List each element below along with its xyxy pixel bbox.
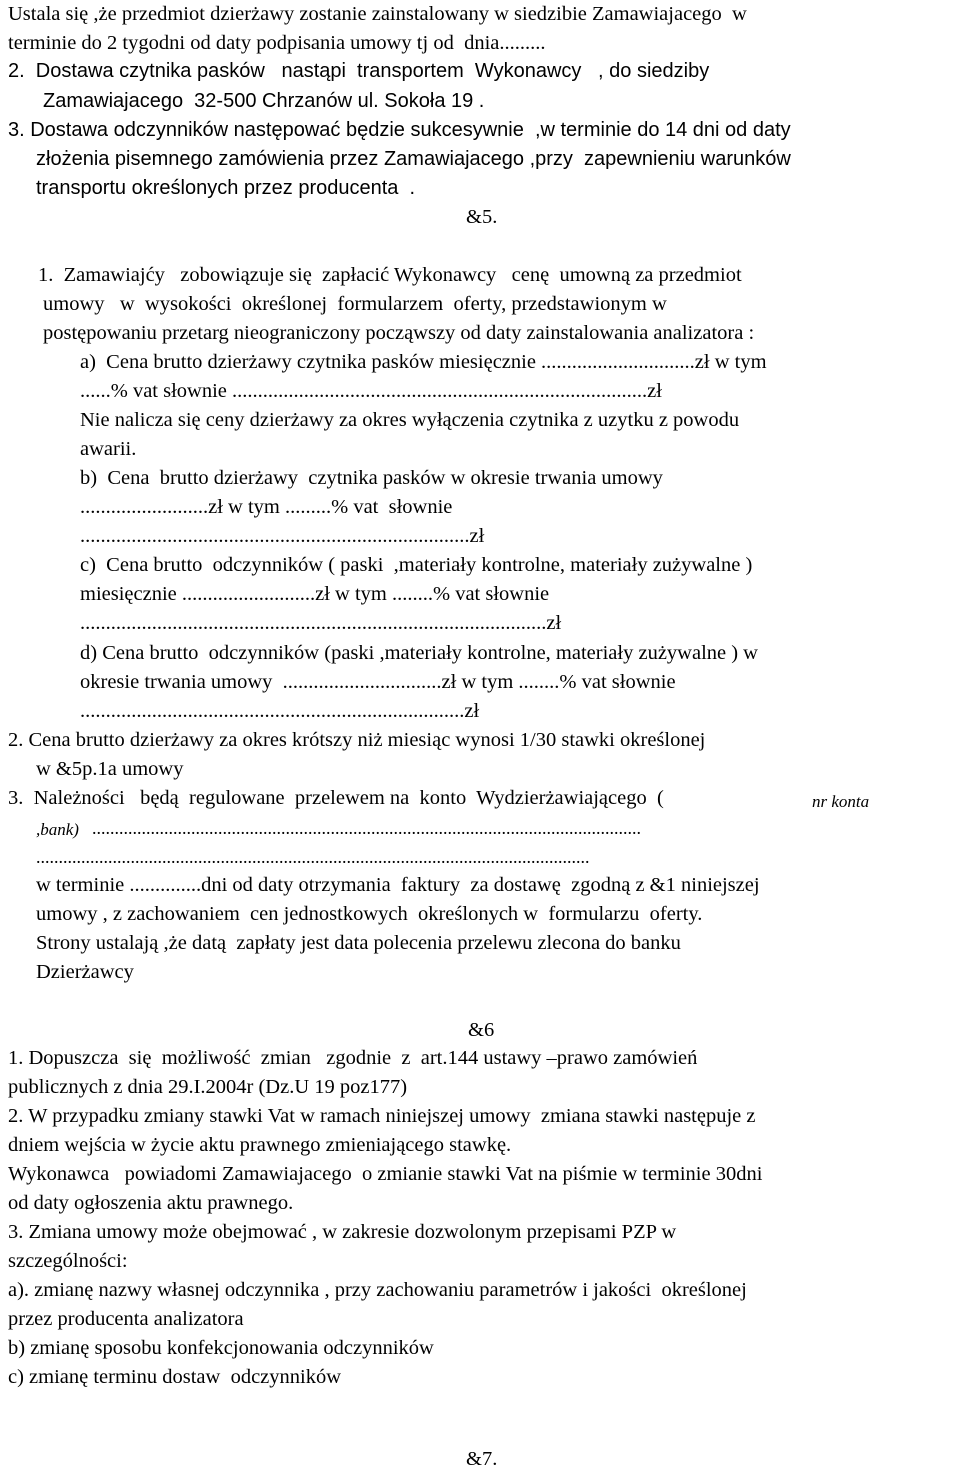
text-line: dniem wejścia w życie aktu prawnego zmieniającego stawkę. xyxy=(8,1134,512,1156)
text-line: transportu określonych przez producenta . xyxy=(36,177,416,199)
text-line: 2. W przypadku zmiany stawki Vat w ramach niniejszej umowy zmiana stawki następuje z xyxy=(8,1105,756,1127)
text-line: Wykonawca powiadomi Zamawiajacego o zmianie stawki Vat na piśmie w terminie 30dni xyxy=(8,1163,763,1185)
text-line: 3. Należności będą regulowane przelewem na konto Wydzierżawiającego ( xyxy=(8,787,664,809)
text-line: 2. Dostawa czytnika pasków nastąpi transportem Wykonawcy , do siedziby xyxy=(8,60,710,82)
text-line: złożenia pisemnego zamówienia przez Zamawiajacego ,przy zapewnieniu warunków xyxy=(36,148,791,170)
text-line: okresie trwania umowy ...............................zł w tym ........% vat słownie xyxy=(80,671,676,693)
text-line: miesięcznie ..........................zł w tym ........% vat słownie xyxy=(80,583,550,605)
text-line: b) Cena brutto dzierżawy czytnika pasków w okresie trwania umowy xyxy=(80,467,663,489)
text-line: Dzierżawcy xyxy=(36,961,134,983)
text-line: b) zmianę sposobu konfekcjonowania odczynników xyxy=(8,1337,434,1359)
dotted-line: .......................................................................................................................... xyxy=(92,818,641,838)
dotted-line: ........................................................................................................................... xyxy=(36,847,590,867)
text-line: ......% vat słownie .................................................................................zł xyxy=(80,380,662,402)
text-line: szczególności: xyxy=(8,1250,128,1272)
text-line: a). zmianę nazwy własnej odczynnika , przy zachowaniu parametrów i jakości określonej xyxy=(8,1279,747,1301)
text-line: umowy , z zachowaniem cen jednostkowych określonych w formularzu oferty. xyxy=(36,903,703,925)
text-line: awarii. xyxy=(80,438,137,460)
section-heading: &6 xyxy=(468,1019,495,1041)
text-line: 1. Zamawiajćy zobowiązuje się zapłacić Wykonawcy cenę umowną za przedmiot xyxy=(38,264,742,286)
text-line: Zamawiajacego 32-500 Chrzanów ul. Sokoła 19 . xyxy=(43,90,485,112)
text-line: terminie do 2 tygodni od daty podpisania umowy tj od dnia......... xyxy=(8,32,546,54)
text-line-italic: ,bank) xyxy=(36,820,79,839)
text-line-italic: nr konta xyxy=(812,792,870,811)
text-line: ...........................................................................................zł xyxy=(80,612,562,634)
text-line: publicznych z dnia 29.I.2004r (Dz.U 19 poz177) xyxy=(8,1076,408,1098)
text-line: c) Cena brutto odczynników ( paski ,materiały kontrolne, materiały zużywalne ) xyxy=(80,554,753,576)
text-line: Strony ustalają ,że datą zapłaty jest data polecenia przelewu zlecona do banku xyxy=(36,932,681,954)
text-line: c) zmianę terminu dostaw odczynników xyxy=(8,1366,342,1388)
text-line: od daty ogłoszenia aktu prawnego. xyxy=(8,1192,294,1214)
text-line: ...........................................................................zł xyxy=(80,700,480,722)
text-line: .........................zł w tym .........% vat słownie xyxy=(80,496,453,518)
section-heading: &5. xyxy=(466,206,498,228)
text-line: przez producenta analizatora xyxy=(8,1308,244,1330)
section-heading: &7. xyxy=(466,1448,498,1470)
text-line: w &5p.1a umowy xyxy=(36,758,184,780)
text-line: Nie nalicza się ceny dzierżawy za okres wyłączenia czytnika z uzytku z powodu xyxy=(80,409,740,431)
text-line: umowy w wysokości określonej formularzem oferty, przedstawionym w xyxy=(43,293,667,315)
text-line: 2. Cena brutto dzierżawy za okres krótszy niż miesiąc wynosi 1/30 stawki określonej xyxy=(8,729,706,751)
text-line: d) Cena brutto odczynników (paski ,materiały kontrolne, materiały zużywalne ) w xyxy=(80,642,758,664)
text-line: 1. Dopuszcza się możliwość zmian zgodnie z art.144 ustawy –prawo zamówień xyxy=(8,1047,698,1069)
text-line: w terminie ..............dni od daty otrzymania faktury za dostawę zgodną z &1 niniejszej xyxy=(36,874,760,896)
text-line: Ustala się ,że przedmiot dzierżawy zostanie zainstalowany w siedzibie Zamawiajacego w xyxy=(8,3,747,25)
text-line: 3. Zmiana umowy może obejmować , w zakresie dozwolonym przepisami PZP w xyxy=(8,1221,677,1243)
text-line: postępowaniu przetarg nieograniczony począwszy od daty zainstalowania analizatora : xyxy=(43,322,755,344)
text-line: 3. Dostawa odczynników następować będzie sukcesywnie ,w terminie do 14 dni od daty xyxy=(8,119,791,141)
text-line: a) Cena brutto dzierżawy czytnika pasków miesięcznie ..............................zł w tym xyxy=(80,351,767,373)
text-line: ............................................................................zł xyxy=(80,525,485,547)
